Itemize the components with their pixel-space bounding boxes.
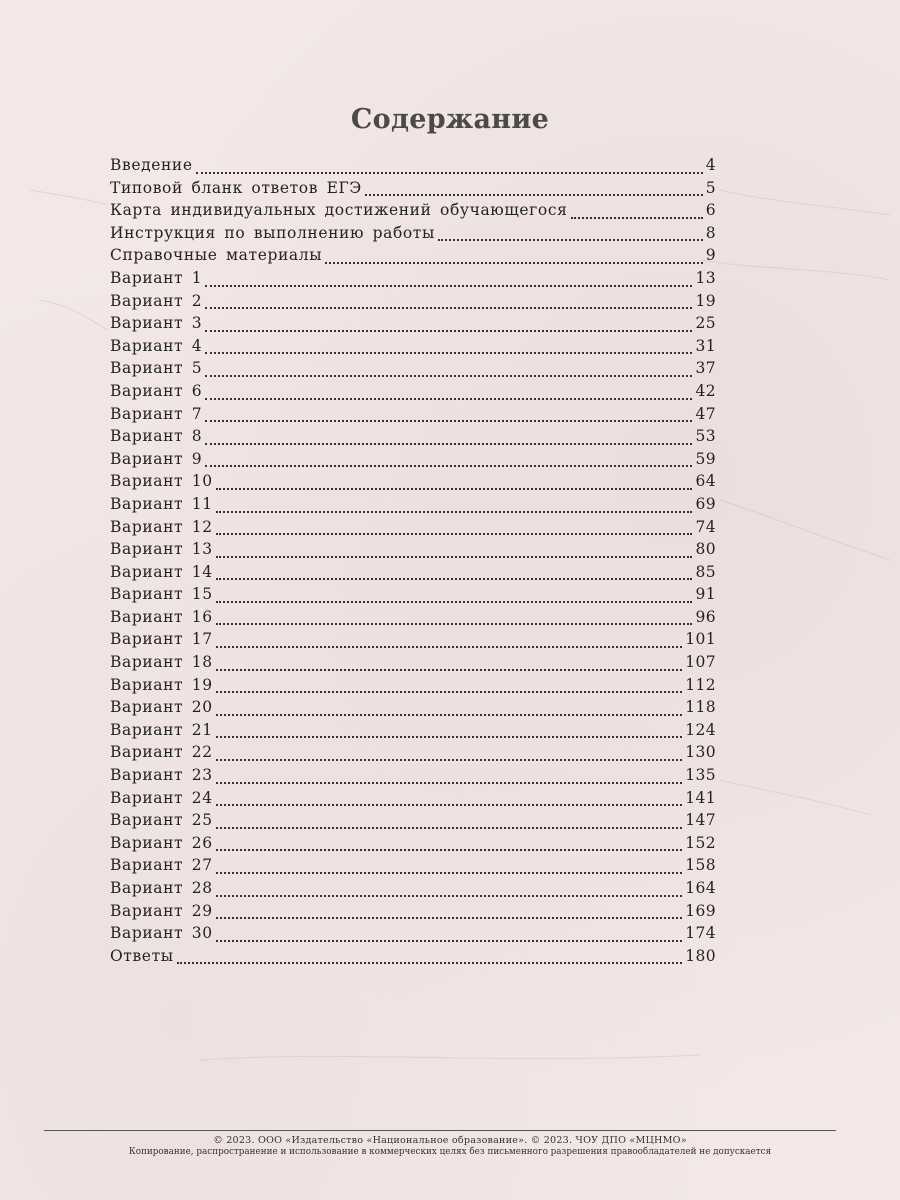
toc-leader-dots <box>205 463 692 467</box>
toc-entry-page-number: 4 <box>705 156 716 174</box>
toc-entry-page-number: 152 <box>685 833 716 852</box>
toc-entry-title: Вариант 23 <box>110 766 213 785</box>
toc-entry-title: Вариант 13 <box>110 540 213 559</box>
toc-entry-page-number: 59 <box>695 449 716 468</box>
toc-entry-page-number: 141 <box>685 788 716 807</box>
toc-entry <box>110 337 716 360</box>
toc-entry <box>110 630 716 653</box>
toc-leader-dots <box>205 373 692 377</box>
toc-entry-title: Вариант 12 <box>110 517 213 536</box>
toc-entry-page-number: 47 <box>695 404 716 423</box>
toc-entry-page-number: 147 <box>685 811 716 830</box>
toc-entry <box>110 585 716 608</box>
toc-entry-title: Вариант 26 <box>110 833 213 852</box>
toc-entry <box>110 789 716 812</box>
toc-entry-title: Вариант 27 <box>110 856 213 875</box>
toc-entry <box>110 201 716 224</box>
toc-leader-dots <box>438 237 703 241</box>
toc-entry-page-number: 91 <box>695 585 716 604</box>
toc-entry-page-number: 69 <box>695 494 716 513</box>
toc-entry <box>110 879 716 902</box>
toc-leader-dots <box>216 644 683 648</box>
toc-entry <box>110 834 716 857</box>
toc-entry-title: Вариант 24 <box>110 788 213 807</box>
toc-entry-title: Вариант 10 <box>110 472 213 491</box>
toc-entry-title: Вариант 16 <box>110 607 213 626</box>
toc-entry-page-number: 9 <box>705 246 716 265</box>
toc-leader-dots <box>216 825 683 829</box>
toc-leader-dots <box>216 599 693 603</box>
toc-leader-dots <box>216 870 683 874</box>
footer-notice: Копирование, распространение и использование в коммерческих целях без письменного разрешения правообладателей не допускается <box>128 1147 772 1157</box>
toc-entry-page-number: 101 <box>685 630 716 649</box>
toc-leader-dots <box>216 780 683 784</box>
toc-entry-page-number: 107 <box>685 653 716 672</box>
toc-entry-title: Вариант 18 <box>110 653 213 672</box>
toc-entry-title: Ответы <box>110 946 174 965</box>
toc-entry-title: Карта индивидуальных достижений обучающегося <box>110 201 568 220</box>
toc-entry <box>110 179 716 202</box>
toc-entry <box>110 246 716 269</box>
toc-entry-title: Вариант 9 <box>110 449 203 468</box>
toc-entry-title: Инструкция по выполнению работы <box>110 223 435 242</box>
toc-leader-dots <box>216 486 693 490</box>
toc-entry-title: Вариант 6 <box>110 381 203 400</box>
toc-entry-page-number: 169 <box>685 901 716 920</box>
toc-entry-title: Вариант 22 <box>110 743 213 762</box>
toc-entry-page-number: 8 <box>705 223 716 242</box>
toc-entry-title: Справочные материалы <box>110 246 323 265</box>
toc-entry-page-number: 25 <box>695 314 716 333</box>
toc-entry-title: Вариант 14 <box>110 562 213 581</box>
toc-entry-page-number: 96 <box>695 607 716 626</box>
toc-leader-dots <box>205 441 692 445</box>
toc-entry <box>110 495 716 518</box>
toc-entry <box>110 540 716 563</box>
toc-entry <box>110 902 716 925</box>
toc-entry <box>110 563 716 586</box>
toc-entry-page-number: 118 <box>685 698 716 717</box>
table-of-contents <box>110 156 716 969</box>
toc-entry-page-number: 174 <box>685 924 716 943</box>
toc-entry-page-number: 64 <box>695 472 716 491</box>
toc-entry-title: Вариант 15 <box>110 585 213 604</box>
toc-leader-dots <box>205 305 692 309</box>
toc-entry-title: Вариант 5 <box>110 359 203 378</box>
toc-entry-page-number: 31 <box>695 336 716 355</box>
toc-leader-dots <box>216 893 683 897</box>
toc-entry-title: Введение <box>110 156 193 174</box>
toc-entry-title: Вариант 19 <box>110 675 213 694</box>
toc-entry <box>110 811 716 834</box>
toc-entry <box>110 766 716 789</box>
toc-entry-title: Вариант 3 <box>110 314 203 333</box>
toc-entry <box>110 698 716 721</box>
toc-entry <box>110 156 716 179</box>
toc-entry-page-number: 5 <box>705 178 716 197</box>
toc-entry-page-number: 135 <box>685 766 716 785</box>
toc-leader-dots <box>571 215 703 219</box>
toc-leader-dots <box>216 689 683 693</box>
toc-entry-page-number: 124 <box>685 720 716 739</box>
toc-leader-dots <box>216 509 693 513</box>
toc-leader-dots <box>216 554 693 558</box>
toc-entry <box>110 382 716 405</box>
toc-entry <box>110 292 716 315</box>
toc-entry <box>110 314 716 337</box>
toc-entry-title: Типовой бланк ответов ЕГЭ <box>110 178 362 197</box>
toc-leader-dots <box>216 667 683 671</box>
toc-entry <box>110 676 716 699</box>
toc-entry <box>110 924 716 947</box>
toc-leader-dots <box>216 621 693 625</box>
toc-leader-dots <box>365 192 703 196</box>
toc-entry <box>110 653 716 676</box>
toc-leader-dots <box>216 734 683 738</box>
toc-entry <box>110 405 716 428</box>
toc-entry-page-number: 13 <box>695 268 716 287</box>
toc-entry <box>110 472 716 495</box>
footer-divider <box>44 1130 836 1131</box>
page-title: Содержание <box>350 104 550 135</box>
toc-entry-title: Вариант 2 <box>110 291 203 310</box>
toc-leader-dots <box>196 170 703 174</box>
toc-entry-title: Вариант 17 <box>110 630 213 649</box>
toc-entry <box>110 224 716 247</box>
toc-entry-title: Вариант 20 <box>110 698 213 717</box>
toc-entry-page-number: 37 <box>695 359 716 378</box>
toc-entry <box>110 518 716 541</box>
toc-entry <box>110 721 716 744</box>
toc-entry <box>110 450 716 473</box>
toc-entry-title: Вариант 11 <box>110 494 213 513</box>
toc-entry-page-number: 19 <box>695 291 716 310</box>
toc-entry <box>110 427 716 450</box>
toc-entry <box>110 608 716 631</box>
toc-entry <box>110 269 716 292</box>
toc-leader-dots <box>205 283 692 287</box>
toc-entry-title: Вариант 28 <box>110 879 213 897</box>
toc-leader-dots <box>205 350 692 354</box>
toc-leader-dots <box>216 938 683 942</box>
toc-leader-dots <box>216 915 683 919</box>
toc-leader-dots <box>216 576 693 580</box>
toc-entry-title: Вариант 7 <box>110 404 203 423</box>
toc-leader-dots <box>216 802 683 806</box>
toc-entry <box>110 743 716 766</box>
toc-leader-dots <box>205 418 692 422</box>
toc-entry-page-number: 85 <box>695 562 716 581</box>
toc-leader-dots <box>205 328 692 332</box>
toc-entry <box>110 947 716 970</box>
toc-leader-dots <box>205 396 692 400</box>
toc-entry-title: Вариант 8 <box>110 427 203 446</box>
toc-entry-page-number: 53 <box>695 427 716 446</box>
toc-entry-page-number: 112 <box>685 675 716 694</box>
toc-entry-title: Вариант 29 <box>110 901 213 920</box>
footer-copyright: © 2023. ООО «Издательство «Национальное образование». © 2023. ЧОУ ДПО «МЦНМО» <box>213 1135 687 1146</box>
toc-leader-dots <box>216 531 693 535</box>
toc-entry-title: Вариант 21 <box>110 720 213 739</box>
toc-entry-title: Вариант 1 <box>110 268 203 287</box>
toc-entry <box>110 359 716 382</box>
toc-entry-title: Вариант 30 <box>110 924 213 943</box>
toc-entry-page-number: 180 <box>685 946 716 965</box>
toc-leader-dots <box>216 757 683 761</box>
toc-entry <box>110 856 716 879</box>
toc-entry-title: Вариант 25 <box>110 811 213 830</box>
toc-leader-dots <box>177 960 683 964</box>
toc-leader-dots <box>216 712 683 716</box>
toc-entry-page-number: 74 <box>695 517 716 536</box>
toc-leader-dots <box>216 847 683 851</box>
toc-leader-dots <box>325 260 703 264</box>
toc-entry-title: Вариант 4 <box>110 336 203 355</box>
toc-entry-page-number: 6 <box>705 201 716 220</box>
toc-entry-page-number: 42 <box>695 381 716 400</box>
toc-entry-page-number: 130 <box>685 743 716 762</box>
toc-entry-page-number: 164 <box>685 879 716 897</box>
toc-entry-page-number: 80 <box>695 540 716 559</box>
toc-entry-page-number: 158 <box>685 856 716 875</box>
